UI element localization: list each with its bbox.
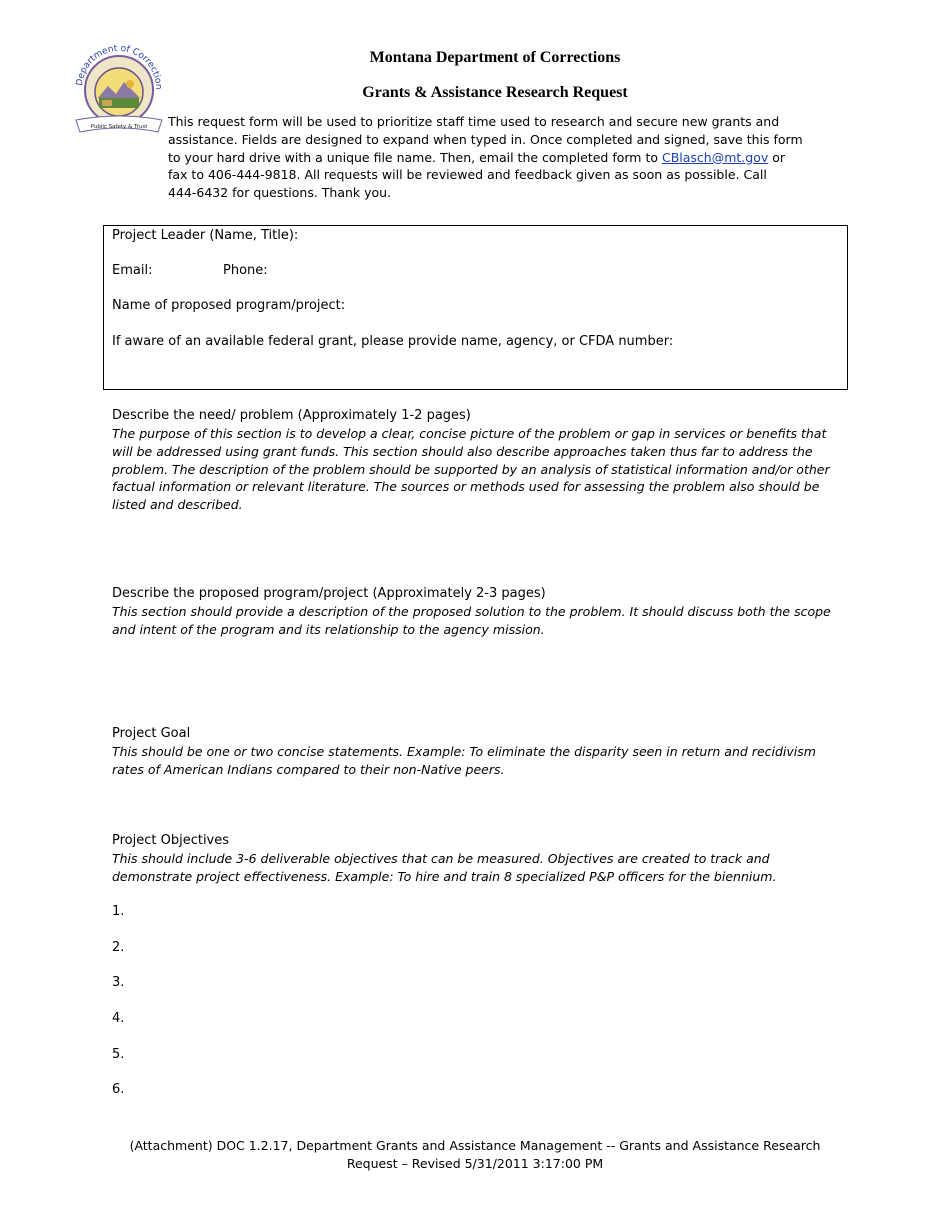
intro-line (168, 149, 818, 167)
description-line: This should include 3-6 deliverable objectives that can be measured. Objectives are created to track and (112, 851, 770, 866)
seal-arc-text: Department of Correction (74, 43, 164, 90)
phone-field[interactable]: Phone: (223, 263, 268, 278)
description-line: rates of American Indians compared to their non-Native peers. (112, 761, 505, 777)
objective-item-2[interactable]: 2. (112, 940, 125, 955)
page-footer (100, 1137, 850, 1173)
objective-item-5[interactable]: 5. (112, 1047, 125, 1062)
intro-line: 444-6432 for questions. Thank you. (168, 185, 392, 201)
state-seal-icon (72, 42, 166, 138)
description-line: The purpose of this section is to develop a clear, concise picture of the problem or gap in services or benefits that (112, 426, 827, 441)
page-title: Montana Department of Corrections (369, 49, 621, 66)
description-line: demonstrate project effectiveness. Example: To hire and train 8 specialized P&P officers for the biennium. (112, 868, 777, 884)
description-line: factual information or relevant literature. The sources or methods used for assessing the problem also should be (112, 479, 820, 495)
project-leader-field[interactable]: Project Leader (Name, Title): (112, 228, 299, 243)
section-heading: Project Goal (112, 726, 191, 741)
objective-item-3[interactable]: 3. (112, 975, 125, 990)
intro-line: This request form will be used to prioritize staff time used to research and secure new grants and (168, 114, 780, 129)
objective-item-4[interactable]: 4. (112, 1011, 125, 1026)
goal-section (112, 725, 842, 779)
page-subtitle: Grants & Assistance Research Request (362, 84, 628, 101)
program-name-field[interactable]: Name of proposed program/project: (112, 298, 346, 313)
description-line: This should be one or two concise statements. Example: To eliminate the disparity seen in return and recidivism (112, 744, 816, 759)
section-heading: Describe the need/ problem (Approximately 1-2 pages) (112, 408, 471, 423)
section-description (112, 850, 842, 886)
email-field[interactable]: Email: (112, 263, 153, 278)
description-line: will be addressed using grant funds. This section should also describe approaches taken thus far to address the (112, 443, 813, 459)
description-line: problem. The description of the problem should be supported by an analysis of statistical information and/or other (112, 461, 830, 477)
description-line: and intent of the program and its relationship to the agency mission. (112, 621, 545, 637)
intro-line-text: or (768, 149, 786, 165)
program-section (112, 585, 842, 639)
section-heading: Describe the proposed program/project (Approximately 2-3 pages) (112, 586, 546, 601)
need-section (112, 407, 842, 514)
footer-line: Request – Revised 5/31/2011 3:17:00 PM (346, 1156, 604, 1171)
seal-banner-text: Public Safety & Trust (90, 124, 148, 130)
federal-grant-field[interactable]: If aware of an available federal grant, please provide name, agency, or CFDA number: (112, 334, 674, 349)
section-heading: Project Objectives (112, 833, 230, 848)
objective-item-6[interactable]: 6. (112, 1082, 125, 1097)
footer-line: (Attachment) DOC 1.2.17, Department Grants and Assistance Management -- Grants and Assistance Research (129, 1138, 821, 1153)
intro-paragraph (168, 113, 818, 202)
description-line: listed and described. (112, 497, 243, 513)
objectives-section (112, 832, 842, 886)
objective-item-1[interactable]: 1. (112, 904, 125, 919)
intro-line: fax to 406-444-9818. All requests will be reviewed and feedback given as soon as possible. Call (168, 167, 767, 183)
section-description (112, 603, 842, 639)
department-seal-logo (72, 42, 166, 138)
intro-line-text: to your hard drive with a unique file name. Then, email the completed form to (168, 149, 662, 165)
section-description (112, 743, 842, 779)
email-link[interactable]: CBlasch@mt.gov (661, 149, 769, 165)
intro-line: assistance. Fields are designed to expand when typed in. Once completed and signed, save this form (168, 131, 803, 147)
description-line: This section should provide a description of the proposed solution to the problem. It should discuss both the scope (112, 604, 831, 619)
section-description (112, 425, 842, 514)
